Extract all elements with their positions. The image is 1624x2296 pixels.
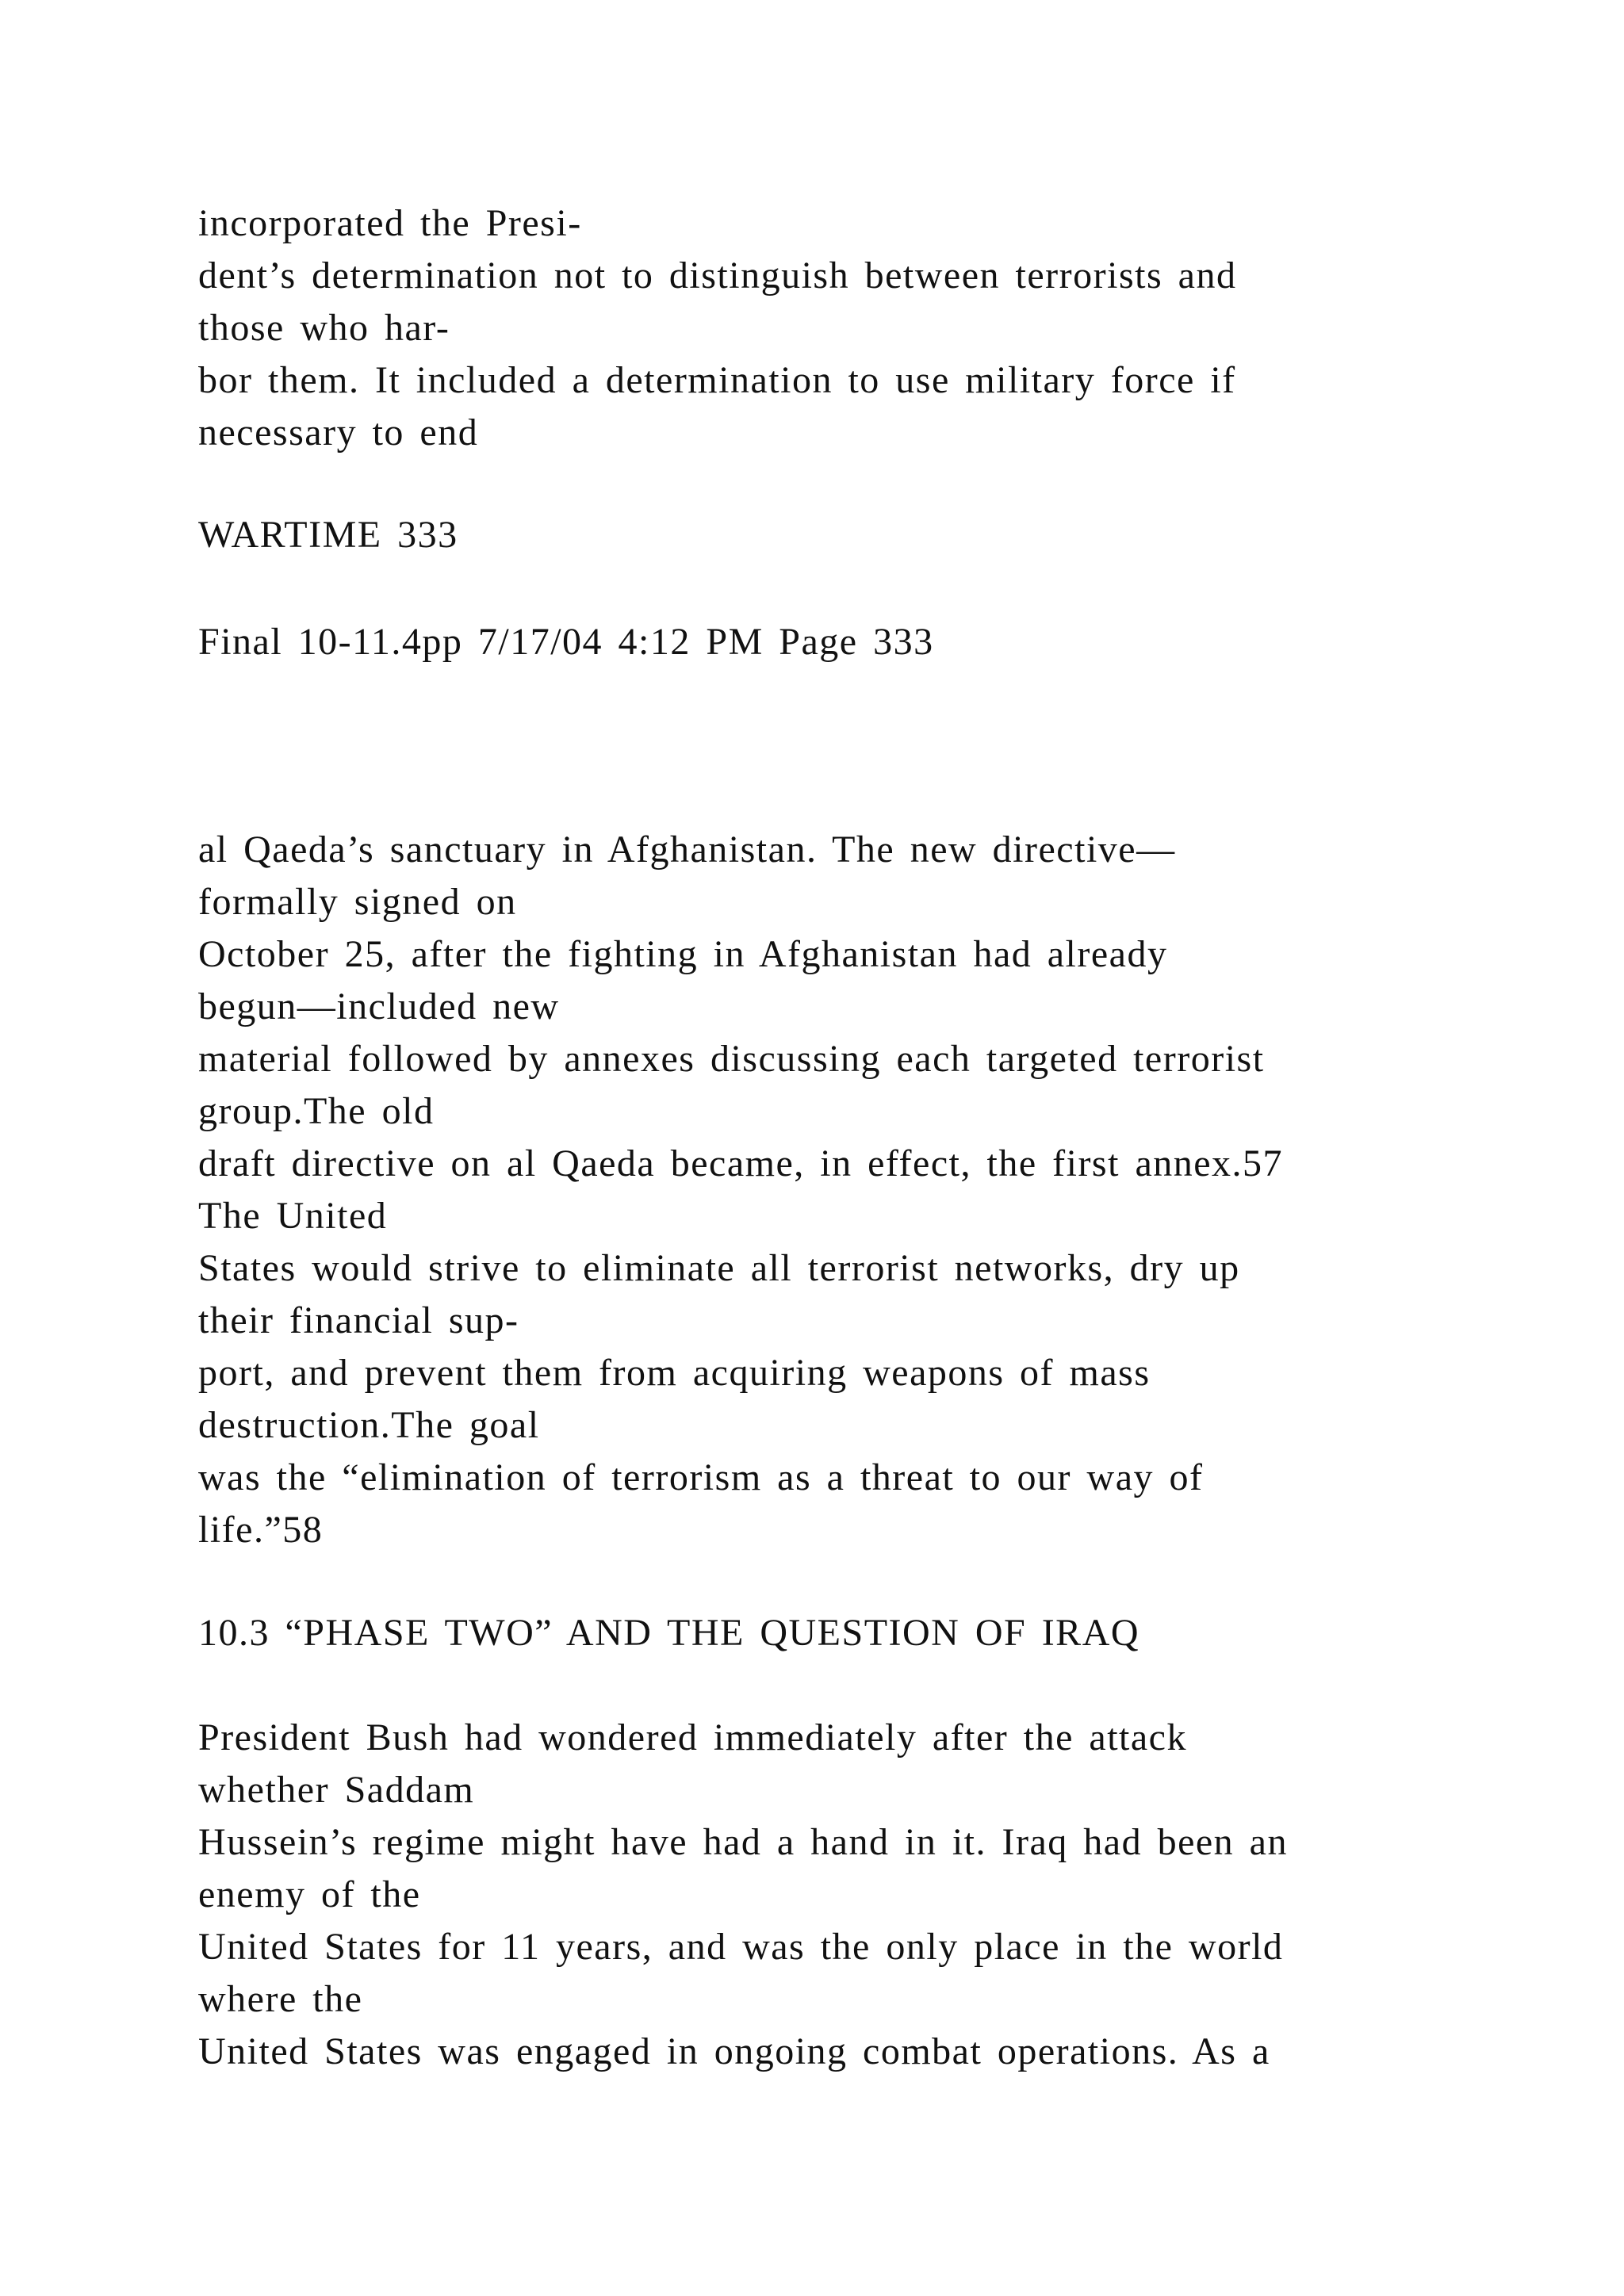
body-line: Hussein’s regime might have had a hand in it. Iraq had been an <box>198 1821 1288 1863</box>
body-line: al Qaeda’s sanctuary in Afghanistan. The new directive— <box>198 828 1176 871</box>
body-line: group.The old <box>198 1090 435 1132</box>
body-line: whether Saddam <box>198 1769 475 1811</box>
running-header: WARTIME 333 <box>198 514 458 556</box>
body-line: incorporated the Presi- <box>198 202 582 244</box>
body-line: October 25, after the fighting in Afghanistan had already <box>198 933 1168 975</box>
body-line: where the <box>198 1978 363 2020</box>
body-line: destruction.The goal <box>198 1404 540 1446</box>
body-line: enemy of the <box>198 1873 421 1915</box>
body-line: necessary to end <box>198 411 479 453</box>
body-line: bor them. It included a determination to use military force if <box>198 359 1236 401</box>
body-line: material followed by annexes discussing each targeted terrorist <box>198 1038 1265 1080</box>
body-line: President Bush had wondered immediately after the attack <box>198 1716 1187 1758</box>
body-line: The United <box>198 1195 388 1237</box>
body-line: was the “elimination of terrorism as a threat to our way of <box>198 1456 1204 1498</box>
body-line: their financial sup- <box>198 1299 519 1341</box>
body-line: begun—included new <box>198 985 560 1027</box>
body-line: port, and prevent them from acquiring weapons of mass <box>198 1352 1151 1394</box>
body-line: life.”58 <box>198 1509 324 1551</box>
body-line: United States for 11 years, and was the only place in the world <box>198 1926 1284 1968</box>
body-line: those who har- <box>198 307 450 349</box>
body-line: formally signed on <box>198 881 517 923</box>
body-line: United States was engaged in ongoing combat operations. As a <box>198 2030 1270 2072</box>
section-heading: 10.3 “PHASE TWO” AND THE QUESTION OF IRAQ <box>198 1612 1140 1654</box>
print-slug: Final 10-11.4pp 7/17/04 4:12 PM Page 333 <box>198 621 934 663</box>
body-line: States would strive to eliminate all terrorist networks, dry up <box>198 1247 1240 1289</box>
body-line: draft directive on al Qaeda became, in effect, the first annex.57 <box>198 1142 1284 1184</box>
body-line: dent’s determination not to distinguish between terrorists and <box>198 254 1237 297</box>
